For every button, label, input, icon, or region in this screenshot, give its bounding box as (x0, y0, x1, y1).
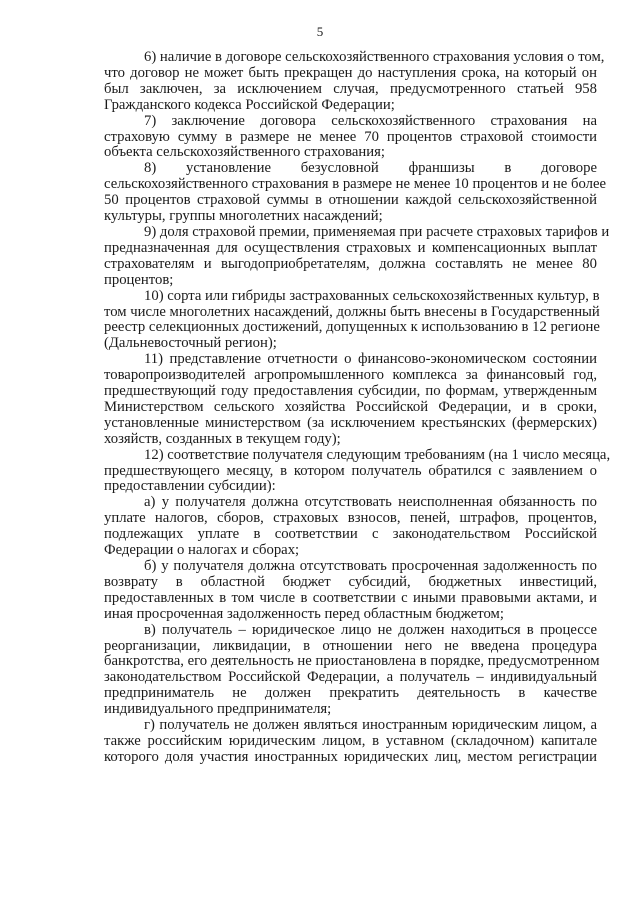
paragraph-line: предшествующего месяцу, в котором получатель обратился с заявлением о (104, 462, 597, 479)
paragraph-line: сельскохозяйственного страхования в размере не менее 10 процентов и не более (104, 176, 606, 193)
paragraph-line: также российским юридическим лицом, в уставном (складочном) капитале (104, 732, 597, 749)
paragraph (104, 559, 597, 623)
paragraph-line: 50 процентов страховой суммы в отношении каждой сельскохозяйственной (104, 192, 597, 209)
paragraph (104, 114, 597, 162)
paragraph-line: что договор не может быть прекращен до наступления срока, на который он (104, 64, 597, 81)
paragraph (104, 621, 600, 718)
paragraph-line: (Дальневосточный регион); (104, 335, 277, 352)
paragraph-line: страховую сумму в размере не менее 70 процентов страховой стоимости (104, 128, 597, 145)
paragraph (104, 446, 611, 496)
paragraph-line: Министерством сельского хозяйства Российской Федерации, и в сроки, (104, 398, 597, 415)
paragraph (104, 495, 597, 559)
paragraph-line: законодательством Российской Федерации, а получатель – индивидуальный (104, 669, 597, 686)
paragraph-line: культуры, группы многолетних насаждений; (104, 208, 383, 225)
paragraph-line: подлежащих уплате в соответствии с законодательством Российской (104, 526, 597, 543)
paragraph-line: том числе многолетних насаждений, должны быть внесены в Государственный (104, 303, 600, 320)
document-body (104, 49, 611, 766)
paragraph (104, 287, 600, 353)
paragraph (104, 718, 597, 766)
paragraph-line: в) получатель – юридическое лицо не должен находиться в процессе (144, 621, 597, 638)
paragraph-line: которого доля участия иностранных юридических лиц, местом регистрации (104, 748, 597, 765)
paragraph-line: 12) соответствие получателя следующим требованиям (на 1 число месяца, (144, 446, 611, 463)
paragraph-line: 11) представление отчетности о финансово-экономическом состоянии (144, 351, 597, 368)
paragraph-line: возврату в областной бюджет субсидий, бюджетных инвестиций, (104, 573, 597, 590)
paragraph-line: 9) доля страховой премии, применяемая при расчете страховых тарифов и (144, 223, 610, 240)
paragraph-line: предоставленных в том числе в соответствии с иными правовыми актами, и (104, 589, 597, 606)
paragraph-line: реорганизации, ликвидации, в отношении него не введена процедура (104, 637, 597, 654)
paragraph-line: хозяйств, созданных в текущем году); (104, 430, 341, 447)
paragraph-line: предоставлении субсидии): (104, 478, 276, 495)
paragraph (104, 352, 597, 447)
paragraph-line: 7) заключение договора сельскохозяйственного страхования на (144, 112, 597, 129)
paragraph (104, 223, 610, 289)
paragraph-line: установленные министерством (за исключением крестьянских (фермерских) (104, 414, 597, 431)
paragraph-line: страхователям и выгодоприобретателям, должна составлять не менее 80 (104, 255, 597, 272)
paragraph-line: был заключен, за исключением случая, предусмотренного статьей 958 (104, 80, 597, 97)
paragraph-line: предприниматель не должен прекратить деятельность в качестве (104, 685, 597, 702)
page-number: 5 (316, 24, 324, 39)
paragraph-line: процентов; (104, 271, 174, 288)
paragraph-line: Гражданского кодекса Российской Федерации; (104, 96, 395, 113)
paragraph-line: объекта сельскохозяйственного страхования; (104, 144, 385, 161)
paragraph-line: а) у получателя должна отсутствовать неисполненная обязанность по (144, 494, 597, 511)
paragraph-line: предназначенная для осуществления страховых и компенсационных выплат (104, 239, 597, 256)
paragraph-line: 8) установление безусловной франшизы в договоре (144, 160, 597, 177)
paragraph-line: г) получатель не должен являться иностранным юридическим лицом, а (144, 717, 597, 734)
paragraph-line: предшествующий году предоставления субсидии, по формам, утвержденным (104, 383, 597, 400)
paragraph-line: банкротства, его деятельность не приостановлена в порядке, предусмотренном (104, 653, 600, 670)
paragraph-line: реестр селекционных достижений, допущенных к использованию в 12 регионе (104, 319, 600, 336)
paragraph-line: б) у получателя должна отсутствовать просроченная задолженность по (144, 558, 597, 574)
paragraph (104, 160, 606, 225)
paragraph (104, 49, 605, 114)
paragraph-line: иная просроченная задолженность перед областным бюджетом; (104, 605, 504, 622)
paragraph-line: 10) сорта или гибриды застрахованных сельскохозяйственных культур, в (144, 287, 600, 304)
paragraph-line: Федерации о налогах и сборах; (104, 542, 300, 559)
paragraph-line: уплате налогов, сборов, страховых взносов, пеней, штрафов, процентов, (104, 510, 597, 527)
paragraph-line: индивидуального предпринимателя; (104, 701, 332, 718)
paragraph-line: 6) наличие в договоре сельскохозяйственного страхования условия о том, (144, 49, 605, 65)
paragraph-line: товаропроизводителей агропромышленного комплекса за финансовый год, (104, 367, 597, 384)
